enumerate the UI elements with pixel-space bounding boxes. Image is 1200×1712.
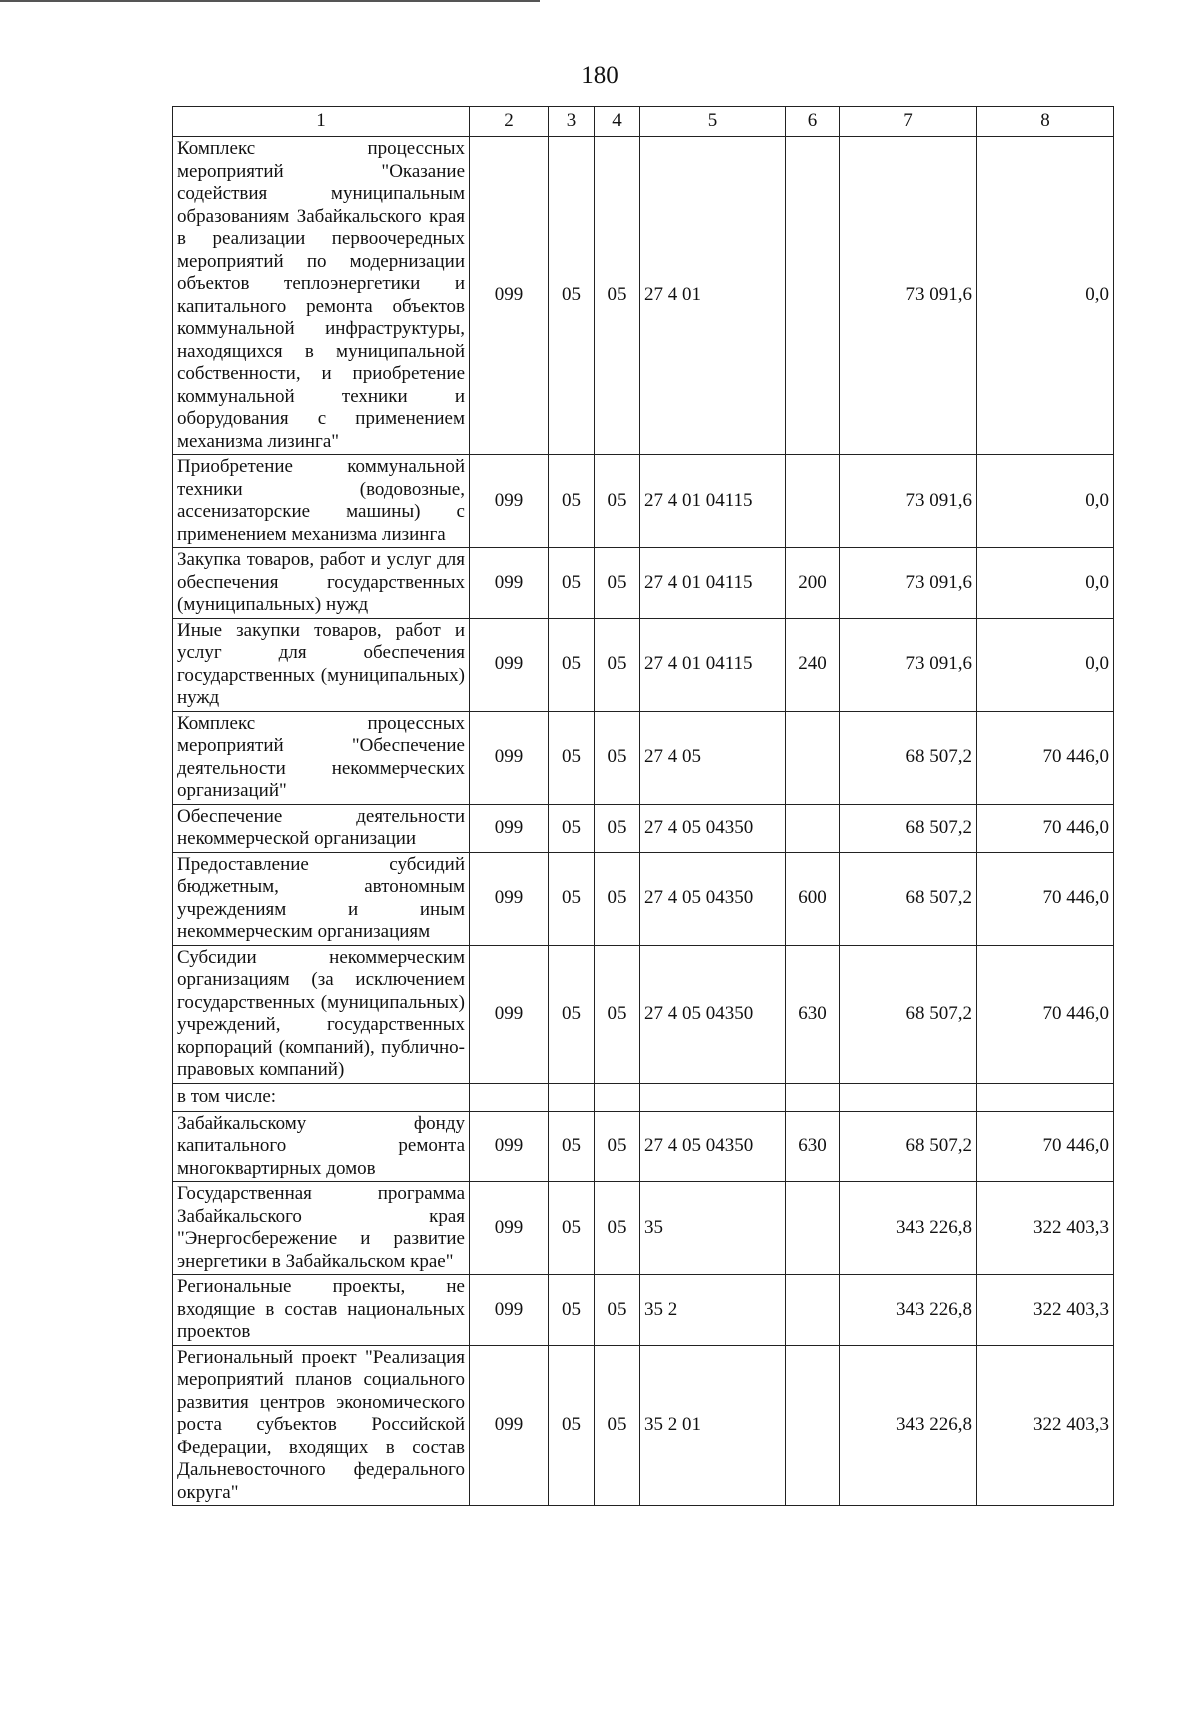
row-name: Обеспечение деятельности некоммерческой организации (173, 804, 470, 852)
row-pr: 05 (595, 1182, 640, 1275)
row-adm: 099 (470, 618, 549, 711)
column-header: 2 (470, 107, 549, 137)
row-adm: 099 (470, 1111, 549, 1182)
row-sum-1: 343 226,8 (840, 1345, 977, 1506)
row-sum-2: 70 446,0 (977, 1111, 1114, 1182)
row-csr: 35 2 (640, 1275, 786, 1346)
table-row (173, 711, 1114, 804)
row-adm: 099 (470, 548, 549, 619)
page-number: 180 (581, 62, 619, 89)
row-vr: 600 (786, 852, 840, 945)
row-adm: 099 (470, 1182, 549, 1275)
row-csr (640, 1083, 786, 1111)
row-vr: 240 (786, 618, 840, 711)
row-csr: 27 4 01 04115 (640, 455, 786, 548)
row-name: в том числе: (173, 1083, 470, 1111)
row-vr (786, 1345, 840, 1506)
row-pr: 05 (595, 804, 640, 852)
row-pr: 05 (595, 137, 640, 455)
table-row (173, 548, 1114, 619)
row-csr: 27 4 05 (640, 711, 786, 804)
row-sum-2: 0,0 (977, 548, 1114, 619)
row-csr: 27 4 01 04115 (640, 618, 786, 711)
row-sum-2 (977, 1083, 1114, 1111)
row-csr: 27 4 05 04350 (640, 852, 786, 945)
row-csr: 27 4 05 04350 (640, 804, 786, 852)
row-sum-2: 322 403,3 (977, 1275, 1114, 1346)
row-sum-2: 0,0 (977, 137, 1114, 455)
table-row (173, 618, 1114, 711)
row-adm: 099 (470, 455, 549, 548)
row-csr: 27 4 01 (640, 137, 786, 455)
row-adm: 099 (470, 804, 549, 852)
row-csr: 27 4 05 04350 (640, 1111, 786, 1182)
row-pr: 05 (595, 1111, 640, 1182)
row-sum-1: 73 091,6 (840, 548, 977, 619)
row-sum-2: 0,0 (977, 618, 1114, 711)
row-vr (786, 455, 840, 548)
row-sum-1: 343 226,8 (840, 1275, 977, 1346)
row-rz: 05 (549, 548, 595, 619)
row-csr: 27 4 05 04350 (640, 945, 786, 1083)
row-rz (549, 1083, 595, 1111)
row-pr: 05 (595, 455, 640, 548)
row-sum-2: 70 446,0 (977, 711, 1114, 804)
row-rz: 05 (549, 1182, 595, 1275)
row-sum-1: 68 507,2 (840, 945, 977, 1083)
row-name: Закупка товаров, работ и услуг для обеспечения государственных (муниципальных) нужд (173, 548, 470, 619)
row-rz: 05 (549, 137, 595, 455)
row-csr: 35 2 01 (640, 1345, 786, 1506)
row-pr (595, 1083, 640, 1111)
row-name: Комплекс процессных мероприятий "Обеспечение деятельности некоммерческих организаций" (173, 711, 470, 804)
row-pr: 05 (595, 1275, 640, 1346)
row-vr (786, 1182, 840, 1275)
row-name: Приобретение коммунальной техники (водовозные, ассенизаторские машины) с применением механизма лизинга (173, 455, 470, 548)
table-row (173, 1111, 1114, 1182)
row-rz: 05 (549, 1275, 595, 1346)
row-rz: 05 (549, 945, 595, 1083)
row-sum-1: 343 226,8 (840, 1182, 977, 1275)
row-pr: 05 (595, 548, 640, 619)
row-rz: 05 (549, 1345, 595, 1506)
column-header: 5 (640, 107, 786, 137)
row-name: Региональный проект "Реализация мероприятий планов социального развития центров экономического роста субъектов Российской Федерации, входящих в состав Дальневосточного федерального округа" (173, 1345, 470, 1506)
table-row (173, 852, 1114, 945)
row-name: Субсидии некоммерческим организациям (за исключением государственных (муниципальных) учреждений, государственных корпораций (компаний), публично-правовых компаний) (173, 945, 470, 1083)
row-vr (786, 711, 840, 804)
row-sum-2: 70 446,0 (977, 852, 1114, 945)
row-csr: 35 (640, 1182, 786, 1275)
row-sum-1: 68 507,2 (840, 711, 977, 804)
row-name: Иные закупки товаров, работ и услуг для обеспечения государственных (муниципальных) нужд (173, 618, 470, 711)
row-name: Региональные проекты, не входящие в состав национальных проектов (173, 1275, 470, 1346)
table-row (173, 137, 1114, 455)
row-rz: 05 (549, 711, 595, 804)
row-rz: 05 (549, 618, 595, 711)
column-header: 4 (595, 107, 640, 137)
row-pr: 05 (595, 945, 640, 1083)
table-row (173, 455, 1114, 548)
row-vr: 630 (786, 945, 840, 1083)
row-rz: 05 (549, 804, 595, 852)
row-sum-1: 68 507,2 (840, 1111, 977, 1182)
row-sum-2: 70 446,0 (977, 945, 1114, 1083)
row-vr (786, 804, 840, 852)
row-adm: 099 (470, 852, 549, 945)
row-name: Предоставление субсидий бюджетным, автономным учреждениям и иным некоммерческим организациям (173, 852, 470, 945)
table-row (173, 1182, 1114, 1275)
row-rz: 05 (549, 852, 595, 945)
row-adm: 099 (470, 711, 549, 804)
table-header-row (173, 107, 1114, 137)
row-csr: 27 4 01 04115 (640, 548, 786, 619)
table-row (173, 1083, 1114, 1111)
row-name: Забайкальскому фонду капитального ремонта многоквартирных домов (173, 1111, 470, 1182)
row-vr: 630 (786, 1111, 840, 1182)
row-sum-1: 68 507,2 (840, 804, 977, 852)
budget-table (172, 106, 1114, 1506)
column-header: 7 (840, 107, 977, 137)
row-vr (786, 1083, 840, 1111)
table-row (173, 945, 1114, 1083)
row-name: Комплекс процессных мероприятий "Оказание содействия муниципальным образованиям Забайкальского края в реализации первоочередных мероприятий по модернизации объектов теплоэнергетики и капитального ремонта объектов коммунальной инфраструктуры, находящихся в муниципальной собственности, и приобретение коммунальной техники и оборудования с применением механизма лизинга" (173, 137, 470, 455)
row-vr: 200 (786, 548, 840, 619)
row-pr: 05 (595, 1345, 640, 1506)
row-rz: 05 (549, 1111, 595, 1182)
row-sum-2: 70 446,0 (977, 804, 1114, 852)
column-header: 3 (549, 107, 595, 137)
row-sum-1 (840, 1083, 977, 1111)
row-vr (786, 137, 840, 455)
row-sum-1: 73 091,6 (840, 137, 977, 455)
row-adm: 099 (470, 137, 549, 455)
row-adm: 099 (470, 945, 549, 1083)
row-adm (470, 1083, 549, 1111)
row-adm: 099 (470, 1345, 549, 1506)
column-header: 1 (173, 107, 470, 137)
row-sum-1: 68 507,2 (840, 852, 977, 945)
row-name: Государственная программа Забайкальского края "Энергосбережение и развитие энергетики в Забайкальском крае" (173, 1182, 470, 1275)
row-adm: 099 (470, 1275, 549, 1346)
row-sum-2: 322 403,3 (977, 1182, 1114, 1275)
row-sum-2: 0,0 (977, 455, 1114, 548)
table-row (173, 804, 1114, 852)
row-pr: 05 (595, 852, 640, 945)
table-row (173, 1345, 1114, 1506)
table-row (173, 1275, 1114, 1346)
scan-edge-line (0, 0, 540, 2)
column-header: 6 (786, 107, 840, 137)
row-vr (786, 1275, 840, 1346)
row-sum-1: 73 091,6 (840, 618, 977, 711)
row-sum-2: 322 403,3 (977, 1345, 1114, 1506)
row-rz: 05 (549, 455, 595, 548)
row-pr: 05 (595, 618, 640, 711)
row-sum-1: 73 091,6 (840, 455, 977, 548)
column-header: 8 (977, 107, 1114, 137)
row-pr: 05 (595, 711, 640, 804)
